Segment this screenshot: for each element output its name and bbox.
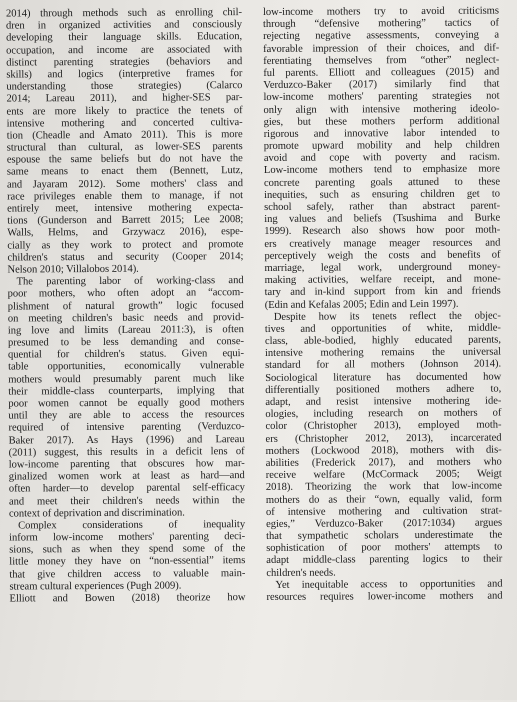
- text-line: mothers (Lockwood 2018), mothers with dis-: [265, 444, 502, 457]
- text-line: gies, but these mothers perform additional: [263, 115, 500, 128]
- text-line: required of intensive parenting (Verduzco-: [8, 421, 245, 434]
- text-line: mothers would presumably parent much like: [8, 372, 245, 386]
- text-line: ginalized women work at least as hard—and: [8, 470, 245, 483]
- text-line: class, able-bodied, highly educated parents,: [264, 334, 501, 348]
- text-line: adapt, and resist intensive mothering ide-: [265, 395, 502, 408]
- text-line: differentially positioned mothers adhere to,: [265, 383, 502, 396]
- text-line: 2014; Lareau 2011), and higher-SES par-: [6, 92, 243, 105]
- text-line: ferentiating themselves from “other” neglect-: [263, 54, 500, 67]
- left-column: [6, 7, 246, 606]
- text-line: resources requires lower-income mothers and: [266, 590, 503, 603]
- text-line: stream cultural experiences (Pugh 2009).: [9, 580, 182, 593]
- text-line: tion (Cheadle and Amato 2011). This is more: [6, 128, 243, 142]
- text-line: sophistication of poor mothers' attempts to: [266, 541, 503, 555]
- text-line: table opportunities, economically vulnerable: [8, 360, 245, 373]
- text-line: Complex considerations of inequality: [18, 518, 246, 532]
- text-line: Low-income mothers tend to emphasize more: [263, 163, 500, 177]
- text-line: sions, such as when they spend some of the: [9, 543, 246, 556]
- text-line: context of deprivation and discrimination.: [8, 507, 185, 520]
- text-line: 2014) through methods such as enrolling chil-: [5, 7, 242, 20]
- text-line: children's needs.: [266, 567, 336, 579]
- text-line: Sociological literature has documented how: [265, 371, 502, 384]
- text-line: quential for children's status. Given equi-: [7, 348, 245, 361]
- text-line: tions (Gunderson and Barrett 2015; Lee 2008;: [7, 214, 244, 227]
- text-line: adapt middle-class parenting logics to their: [266, 553, 503, 567]
- text-line: egies,” Verduzco-Baker (2017:1034) argues: [266, 517, 503, 530]
- text-line: little money they have on “non-essential” items: [9, 555, 246, 568]
- text-line: making activities, welfare receipt, and mone-: [264, 273, 501, 287]
- text-line: structural than cultural, as lower-SES parents: [6, 141, 243, 154]
- text-line: The parenting labor of working-class and: [16, 275, 244, 288]
- text-line: and Jayaram 2012). Some mothers' class and: [6, 177, 244, 191]
- text-line: same means to enact them (Bennett, Lutz,: [6, 165, 243, 178]
- text-line: intensive mothering remains the universal: [264, 346, 502, 360]
- text-line: 1999). Research also shows how poor moth-: [264, 224, 501, 238]
- text-line: skills) and logics (interpretive frames for: [6, 68, 243, 81]
- text-line: marriage, legal work, underground money-: [264, 261, 501, 274]
- text-line: presumed to be less demanding and conse-: [7, 336, 244, 349]
- text-line: poor women cannot be equally good mothers: [8, 397, 245, 410]
- text-line: that give children access to valuable main-: [9, 567, 246, 581]
- text-line: color (Christopher 2013), employed moth-: [265, 419, 502, 433]
- text-line: understanding those strategies) (Calarco: [6, 80, 243, 93]
- text-line: ers creatively manage meager resources and: [264, 237, 501, 250]
- text-line: Nelson 2010; Villalobos 2014).: [7, 263, 139, 276]
- text-line: rejecting negative assessments, conveying a: [263, 29, 500, 43]
- text-line: and meet their children's needs within the: [8, 494, 245, 508]
- text-line: Elliott and Bowen (2018) theorize how: [9, 592, 246, 605]
- right-column: [263, 6, 503, 605]
- text-line: ing love and limits (Lareau 2011:3), is often: [7, 323, 244, 337]
- text-line: through “defensive mothering” tactics of: [262, 17, 500, 31]
- text-line: dren in organized activities and consciously: [5, 19, 243, 32]
- text-line: cially as they work to protect and promote: [7, 238, 244, 252]
- text-line: favorable impression of their choices, and dif-: [263, 42, 500, 55]
- text-line: ologies, including research on mothers of: [265, 407, 502, 421]
- text-line: low-income mothers try to avoid criticisms: [262, 5, 499, 18]
- text-line: avoid and cope with poverty and racism.: [263, 151, 500, 165]
- text-line: often harder—to develop parental self-efficacy: [8, 482, 245, 495]
- text-line: Despite how its tenets reflect the objec-: [273, 310, 501, 323]
- text-line: that sympathetic scholars underestimate the: [266, 529, 503, 543]
- text-line: children's status and security (Cooper 2014;: [7, 250, 244, 264]
- text-line: only align with intensive mothering ideolo-: [263, 103, 500, 116]
- text-line: (Edin and Kefalas 2005; Edin and Lein 1997).: [264, 298, 459, 311]
- text-line: race privileges enable them to manage, if not: [7, 189, 244, 203]
- text-line: Baker 2017). As Hays (1996) and Lareau: [8, 433, 245, 447]
- text-line: on meeting children's basic needs and provid-: [7, 311, 244, 325]
- text-line: Walls, Helms, and Grzywacz 2016), espe-: [7, 226, 244, 239]
- text-line: developing their language skills. Education,: [6, 31, 243, 44]
- text-line: low-income parenting that obscures how mar-: [8, 458, 245, 471]
- text-line: plishment of natural growth” logic focused: [7, 299, 244, 313]
- text-line: tary and in-kind support from kin and friends: [264, 285, 501, 299]
- text-line: inequities, such as ensuring children get to: [264, 188, 501, 201]
- text-line: perceptively weigh the costs and benefits of: [264, 249, 501, 262]
- text-line: standard for all mothers (Johnson 2014).: [265, 358, 502, 372]
- text-line: their middle-class counterparts, implying that: [8, 384, 245, 398]
- text-line: promote upward mobility and help children: [263, 139, 500, 153]
- text-line: ents are more likely to practice the tenets of: [6, 104, 243, 118]
- text-line: abilities (Frederick 2017), and mothers who: [265, 456, 502, 469]
- text-line: intensive mothering and concerted cultiva-: [6, 116, 243, 130]
- text-line: mothers do as their “own, equally valid, form: [265, 493, 502, 506]
- text-line: tives and opportunities of white, middle-: [264, 322, 501, 335]
- text-line: school safely, rather than abstract parent-: [264, 200, 501, 213]
- text-line: low-income mothers' parenting strategies not: [263, 90, 500, 104]
- text-line: espouse the same beliefs but do not have the: [6, 153, 243, 166]
- text-line: Yet inequitable access to opportunities and: [275, 578, 503, 591]
- text-line: of intensive mothering and cultivation strat-: [265, 505, 503, 518]
- text-line: rigorous and innovative labor intended to: [263, 127, 500, 140]
- text-line: concrete parenting goals attuned to these: [263, 176, 501, 189]
- text-line: entirely meet, intensive mothering expecta-: [7, 202, 244, 215]
- text-line: Verduzco-Baker (2017) similarly find that: [263, 78, 500, 92]
- text-line: ful parents. Elliott and colleagues (2015) and: [263, 66, 500, 79]
- text-line: 2018). Theorizing the work that low-income: [265, 480, 502, 494]
- text-line: inform low-income mothers' parenting deci-: [9, 531, 246, 544]
- text-line: until they are able to access the resources: [8, 409, 245, 422]
- text-line: receive welfare (McCormack 2005; Weigt: [265, 468, 502, 482]
- text-line: ing values and beliefs (Tsushima and Burke: [264, 212, 501, 226]
- text-line: ers (Christopher 2012, 2013), incarcerated: [265, 432, 502, 445]
- text-line: distinct parenting strategies (behaviors and: [6, 55, 243, 69]
- text-line: occupation, and income are associated with: [6, 43, 243, 57]
- text-line: poor mothers, who often adopt an “accom-: [7, 287, 244, 300]
- text-line: (2011) suggest, this results in a deficit lens of: [8, 445, 245, 459]
